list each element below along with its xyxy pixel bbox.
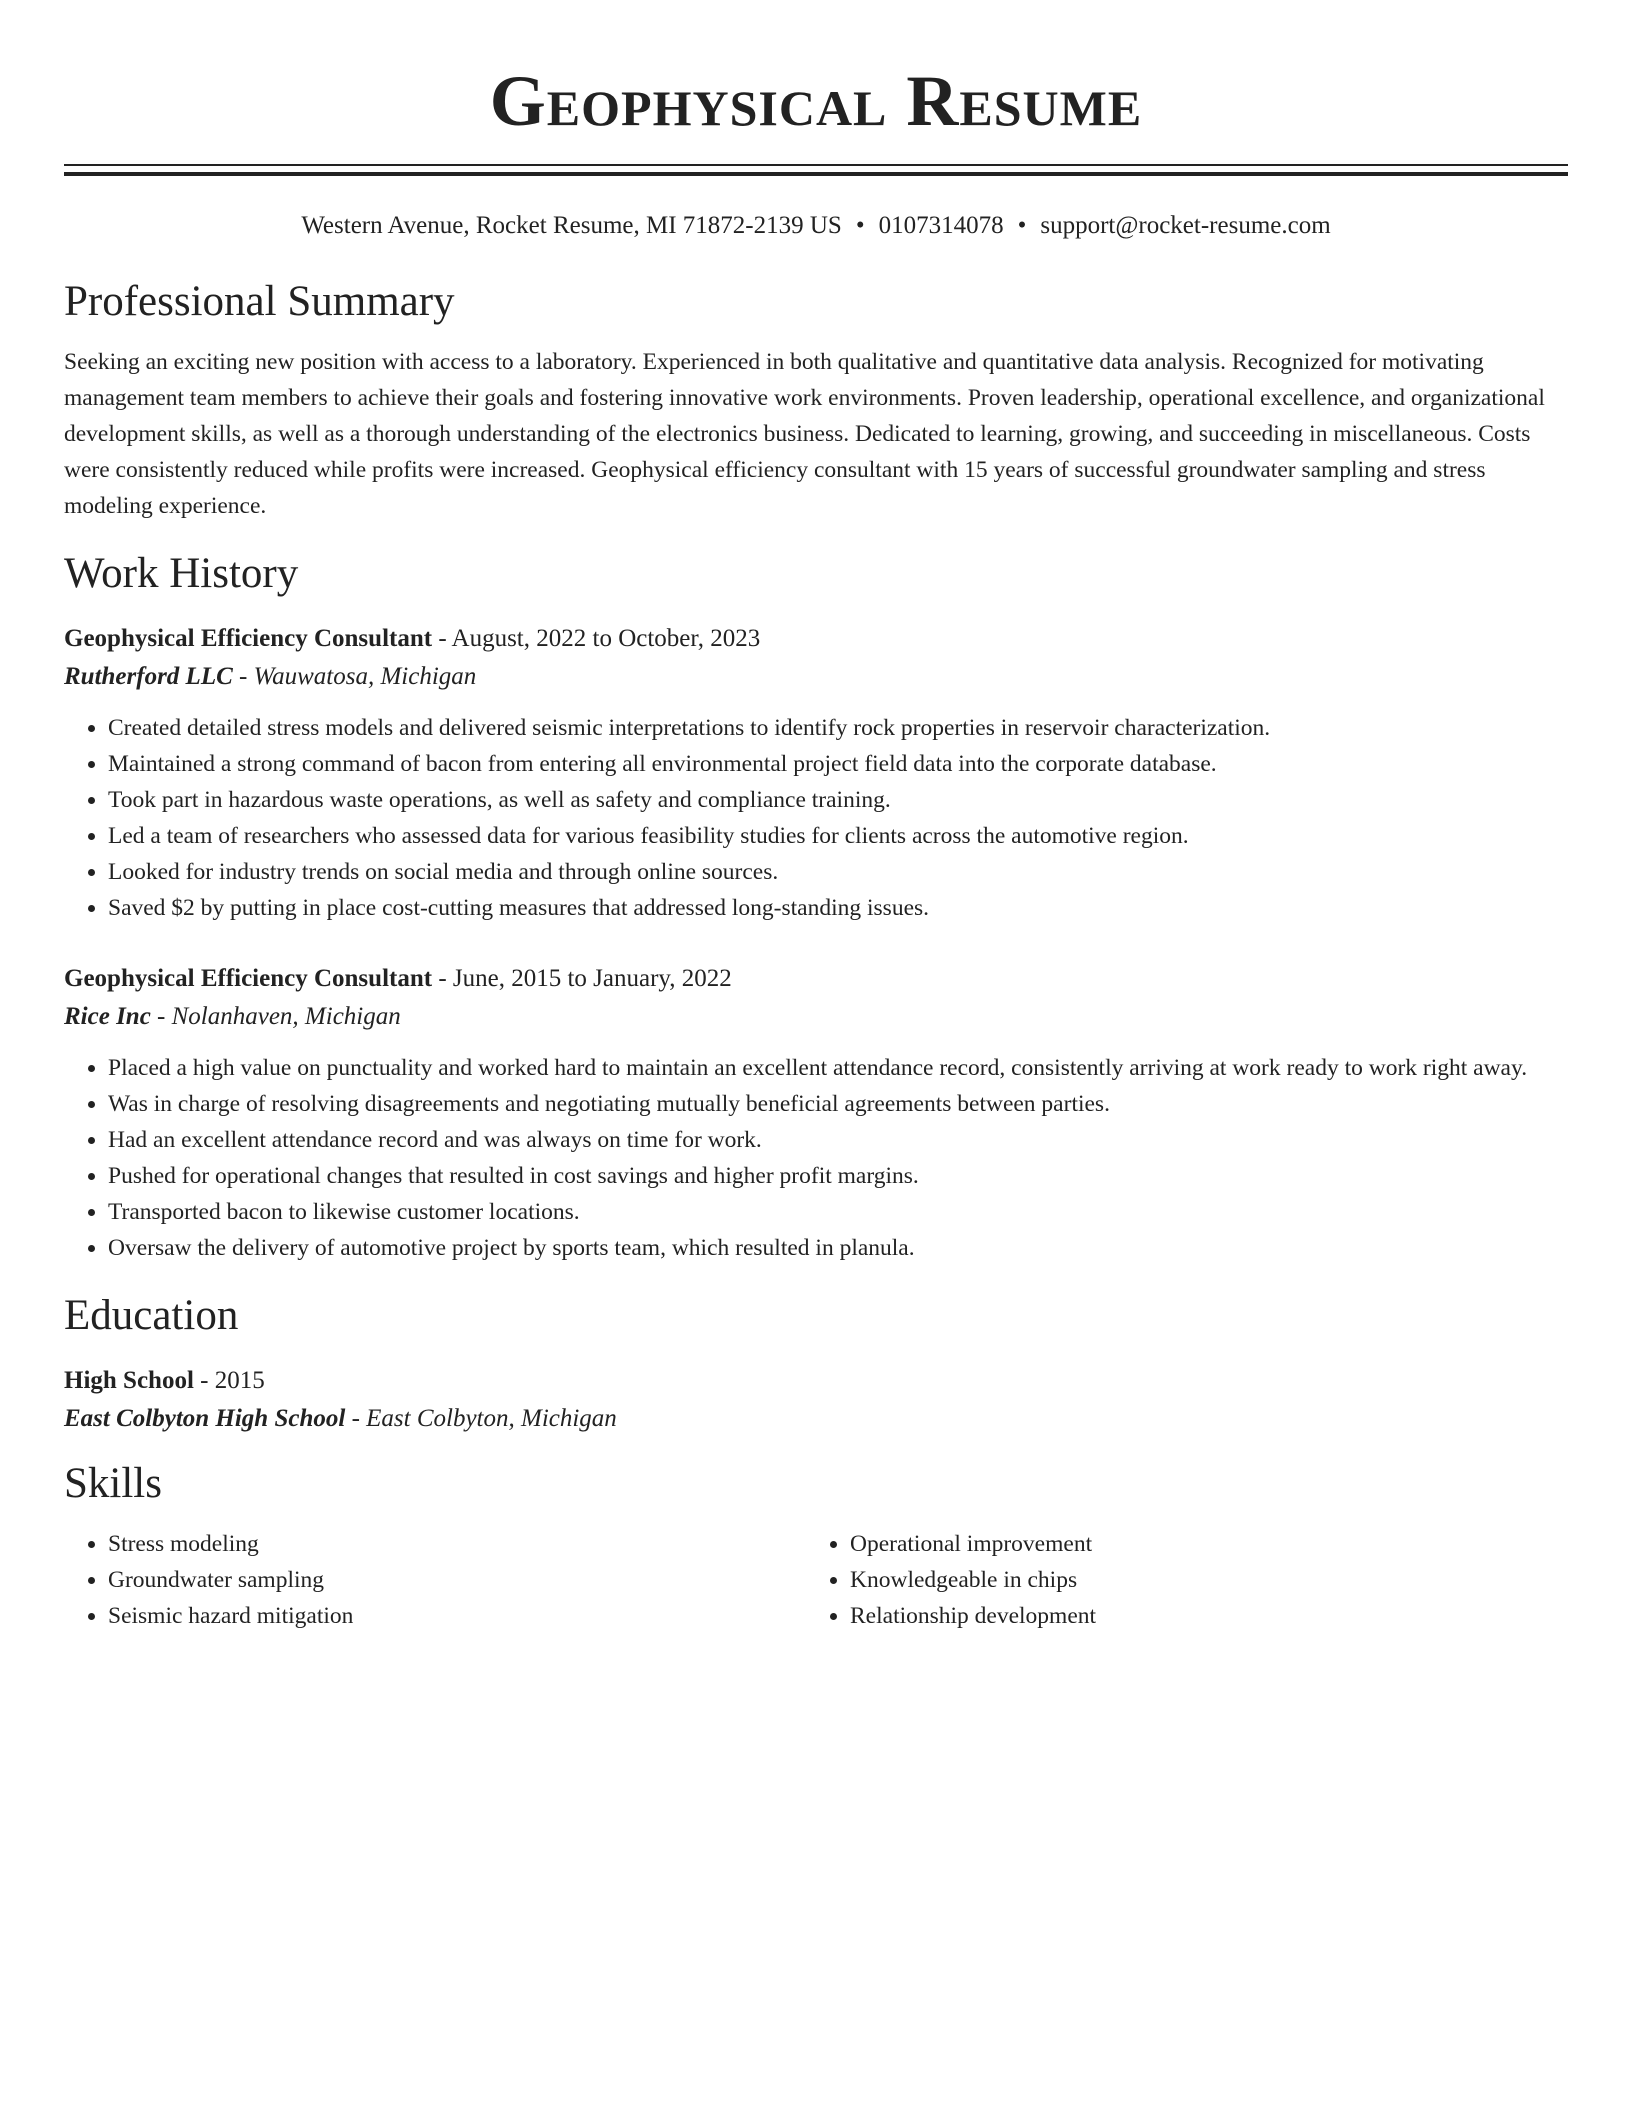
job-bullet: • Transported bacon to likewise customer locations. (108, 1194, 1568, 1230)
job-bullet: • Saved $2 by putting in place cost-cutting measures that addressed long-standing issues. (108, 890, 1568, 926)
skills-grid (64, 1526, 1568, 1634)
education-school-line (64, 1400, 1568, 1438)
summary-text: Seeking an exciting new position with access to a laboratory. Experienced in both qualitative and quantitative data analysis. Recognized for motivating management team members to achieve their goals and fostering innovative work environments. Proven leadership, operational excellence, and organizational development skills, as well as a thorough understanding of the electronics business. Dedicated to learning, growing, and succeeding in miscellaneous. Costs were consistently reduced while profits were increased. Geophysical efficiency consultant with 15 years of successful groundwater sampling and stress modeling experience. (64, 349, 1545, 519)
job-header (64, 620, 1568, 658)
skill-item: • Stress modeling (108, 1526, 806, 1562)
contact-line (64, 208, 1568, 244)
education-school: East Colbyton High School (64, 1405, 346, 1432)
job-bullet: • Maintained a strong command of bacon from entering all environmental project field data into the corporate database. (108, 746, 1568, 782)
skill-item: • Groundwater sampling (108, 1562, 806, 1598)
contact-separator: • (855, 212, 865, 239)
education-year: - 2015 (193, 1367, 265, 1394)
job-title: Geophysical Efficiency Consultant (64, 965, 433, 992)
contact-email[interactable]: support@rocket-resume.com (1040, 212, 1331, 239)
education-heading: Education (64, 1292, 239, 1339)
job-bullet: • Pushed for operational changes that resulted in cost savings and higher profit margins. (108, 1158, 1568, 1194)
work-history-heading: Work History (64, 550, 299, 597)
job-location: - Wauwatosa, Michigan (232, 663, 477, 690)
job-employer (64, 998, 1568, 1036)
header-rule-thick (64, 172, 1568, 176)
skill-item: • Relationship development (850, 1598, 1548, 1634)
job-entry (64, 960, 1568, 1266)
job-bullet: • Was in charge of resolving disagreements and negotiating mutually beneficial agreements between parties. (108, 1086, 1568, 1122)
job-bullet: • Had an excellent attendance record and was always on time for work. (108, 1122, 1568, 1158)
header-rule-thin (64, 164, 1568, 166)
job-bullet: • Oversaw the delivery of automotive project by sports team, which resulted in planula. (108, 1230, 1568, 1266)
job-title: Geophysical Efficiency Consultant (64, 625, 433, 652)
contact-address: Western Avenue, Rocket Resume, MI 71872-2139 US (301, 212, 842, 239)
job-header (64, 960, 1568, 998)
contact-phone: 0107314078 (878, 212, 1004, 239)
job-bullet: • Placed a high value on punctuality and worked hard to maintain an excellent attendance record, consistently arriving at work ready to work right away. (108, 1050, 1568, 1086)
job-bullet: • Created detailed stress models and delivered seismic interpretations to identify rock properties in reservoir characterization. (108, 710, 1568, 746)
contact-separator: • (1017, 212, 1027, 239)
job-bullet: • Looked for industry trends on social media and through online sources. (108, 854, 1568, 890)
skill-item: • Knowledgeable in chips (850, 1562, 1548, 1598)
job-bullet: • Led a team of researchers who assessed data for various feasibility studies for clients across the automotive region. (108, 818, 1568, 854)
job-location: - Nolanhaven, Michigan (150, 1003, 401, 1030)
skill-item: • Operational improvement (850, 1526, 1548, 1562)
skills-column-left (64, 1526, 806, 1634)
skill-item: • Seismic hazard mitigation (108, 1598, 806, 1634)
skills-heading: Skills (64, 1460, 162, 1507)
education-location: - East Colbyton, Michigan (345, 1405, 617, 1432)
job-company: Rutherford LLC (64, 663, 233, 690)
job-dates: - June, 2015 to January, 2022 (432, 965, 732, 992)
skills-column-right (806, 1526, 1548, 1634)
job-bullet: • Took part in hazardous waste operations, as well as safety and compliance training. (108, 782, 1568, 818)
job-entry (64, 620, 1568, 926)
job-employer (64, 658, 1568, 696)
summary-heading: Professional Summary (64, 278, 455, 325)
education-degree: High School (64, 1367, 194, 1394)
resume-name: Geophysical Resume (489, 61, 1143, 141)
education-header (64, 1362, 1568, 1400)
job-bullets (64, 1050, 1568, 1266)
job-company: Rice Inc (64, 1003, 151, 1030)
job-bullets (64, 710, 1568, 926)
job-dates: - August, 2022 to October, 2023 (432, 625, 761, 652)
